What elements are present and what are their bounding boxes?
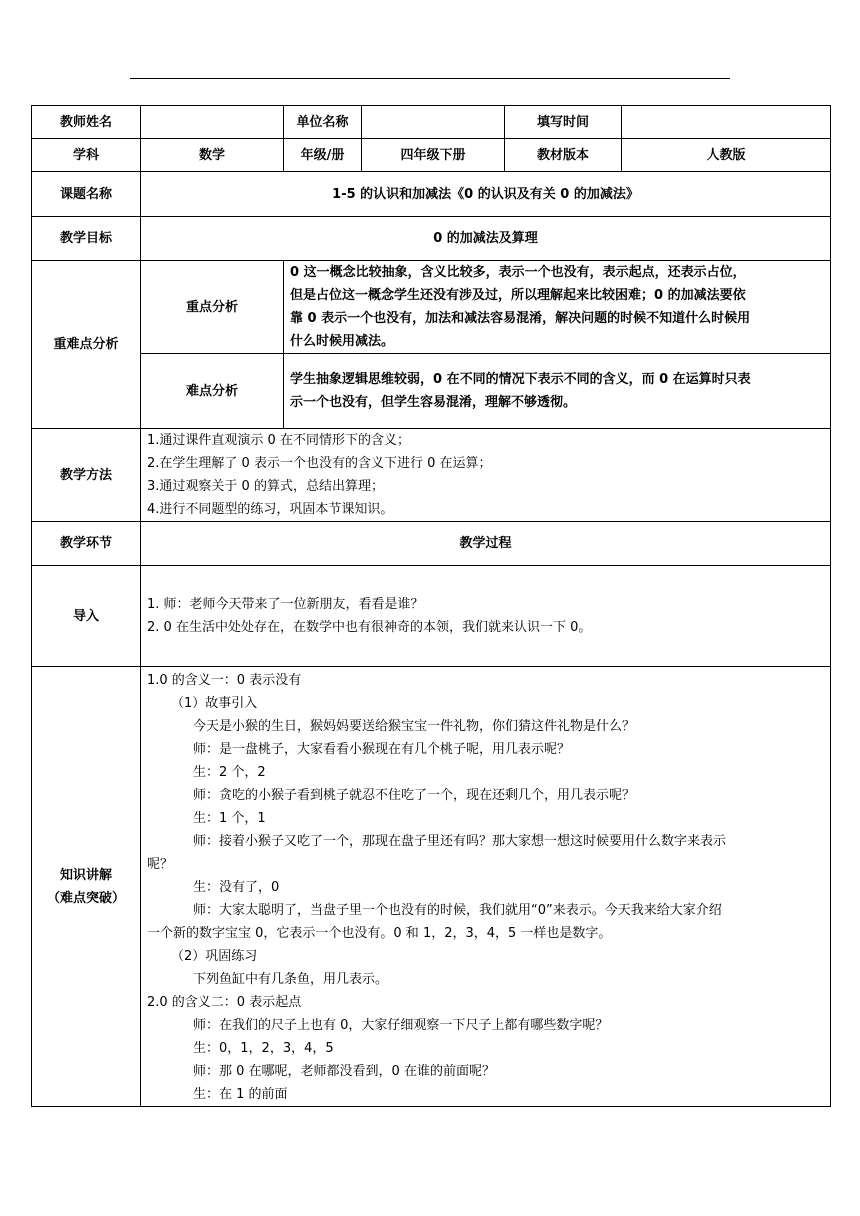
topic-label: 课题名称: [32, 172, 141, 217]
method-item: 3.通过观察关于 0 的算式，总结出算理；: [147, 479, 384, 494]
subject-label: 学科: [32, 139, 141, 172]
knowledge-line: 师：在我们的尺子上也有 0，大家仔细观察一下尺子上都有哪些数字呢？: [193, 1018, 609, 1033]
knowledge-line: 今天是小猴的生日，猴妈妈要送给猴宝宝一件礼物，你们猜这件礼物是什么？: [193, 719, 636, 734]
knowledge-line: 生：0，1，2，3，4，5: [193, 1041, 334, 1056]
topic-value: 1-5 的认识和加减法《0 的认识及有关 0 的加减法》: [141, 172, 831, 217]
grade-value: 四年级下册: [362, 139, 505, 172]
info-row: [32, 139, 831, 172]
key-analysis-line: 0 这一概念比较抽象，含义比较多，表示一个也没有，表示起点，还表示占位，: [290, 265, 746, 280]
intro-label: 导入: [32, 566, 141, 667]
method-item: 1.通过课件直观演示 0 在不同情形下的含义；: [147, 433, 410, 448]
key-analysis-text: [284, 261, 831, 354]
teacher-name-field[interactable]: [141, 106, 284, 139]
analysis-label: 重难点分析: [32, 261, 141, 429]
knowledge-line: 一个新的数字宝宝 0，它表示一个也没有。0 和 1，2，3，4，5 一样也是数字。: [147, 926, 612, 941]
teacher-name-label: 教师姓名: [32, 106, 141, 139]
knowledge-line: 生：在 1 的前面: [193, 1087, 288, 1102]
goal-row: [32, 217, 831, 261]
knowledge-label-line1: 知识讲解: [59, 867, 112, 883]
method-item: 4.进行不同题型的练习，巩固本节课知识。: [147, 502, 394, 517]
difficulty-analysis-label: 难点分析: [141, 354, 284, 429]
knowledge-line: 师：贪吃的小猴子看到桃子就忍不住吃了一个，现在还剩几个，用几表示呢？: [193, 788, 636, 803]
methods-list: [141, 429, 831, 522]
knowledge-line: 师：是一盘桃子，大家看看小猴现在有几个桃子呢，用几表示呢？: [193, 742, 571, 757]
knowledge-line: 生：1 个，1: [193, 811, 266, 826]
process-stage-label: 教学环节: [32, 522, 141, 566]
grade-label: 年级/册: [284, 139, 362, 172]
knowledge-heading: 1.0 的含义一：0 表示没有: [147, 673, 302, 688]
knowledge-line: 师：接着小猴子又吃了一个，那现在盘子里还有吗？那大家想一想这时候要用什么数字来表示: [193, 834, 727, 849]
key-analysis-line: 什么时候用减法。: [290, 334, 395, 349]
fill-time-label: 填写时间: [505, 106, 622, 139]
edition-value: 人教版: [622, 139, 831, 172]
knowledge-label: [32, 667, 141, 1107]
edition-label: 教材版本: [505, 139, 622, 172]
goal-label: 教学目标: [32, 217, 141, 261]
intro-line: 1. 师：老师今天带来了一位新朋友，看看是谁？: [147, 597, 424, 612]
key-analysis-row: [32, 261, 831, 354]
knowledge-line: 师：那 0 在哪呢，老师都没看到，0 在谁的前面呢？: [193, 1064, 495, 1079]
lesson-plan-table: [31, 105, 831, 1107]
knowledge-content: [141, 667, 831, 1107]
topic-row: [32, 172, 831, 217]
methods-label: 教学方法: [32, 429, 141, 522]
header-rule: [130, 78, 730, 79]
difficulty-analysis-text: [284, 354, 831, 429]
key-analysis-line: 但是占位这一概念学生还没有涉及过，所以理解起来比较困难；0 的加减法要依: [290, 288, 746, 303]
methods-row: [32, 429, 831, 522]
knowledge-subheading: （2）巩固练习: [171, 949, 258, 964]
process-label: 教学过程: [141, 522, 831, 566]
knowledge-row: [32, 667, 831, 1107]
difficulty-analysis-row: [32, 354, 831, 429]
subject-value: 数学: [141, 139, 284, 172]
unit-field[interactable]: [362, 106, 505, 139]
knowledge-label-line2: （难点突破）: [46, 890, 125, 906]
intro-row: [32, 566, 831, 667]
knowledge-heading: 2.0 的含义二：0 表示起点: [147, 995, 302, 1010]
unit-label: 单位名称: [284, 106, 362, 139]
header-row: [32, 106, 831, 139]
intro-line: 2. 0 在生活中处处存在，在数学中也有很神奇的本领，我们就来认识一下 0。: [147, 620, 592, 635]
process-header-row: [32, 522, 831, 566]
difficulty-analysis-line: 示一个也没有，但学生容易混淆，理解不够透彻。: [290, 395, 577, 410]
knowledge-subheading: （1）故事引入: [171, 696, 258, 711]
knowledge-line: 师：大家太聪明了，当盘子里一个也没有的时候，我们就用“0”来表示。今天我来给大家介绍: [193, 903, 722, 918]
goal-value: 0 的加减法及算理: [141, 217, 831, 261]
knowledge-line: 生：2 个，2: [193, 765, 266, 780]
key-analysis-line: 靠 0 表示一个也没有，加法和减法容易混淆，解决问题的时候不知道什么时候用: [290, 311, 751, 326]
fill-time-field[interactable]: [622, 106, 831, 139]
method-item: 2.在学生理解了 0 表示一个也没有的含义下进行 0 在运算；: [147, 456, 492, 471]
intro-content: [141, 566, 831, 667]
knowledge-line: 呢？: [147, 857, 174, 872]
knowledge-line: 下列鱼缸中有几条鱼，用几表示。: [193, 972, 389, 987]
key-analysis-label: 重点分析: [141, 261, 284, 354]
difficulty-analysis-line: 学生抽象逻辑思维较弱，0 在不同的情况下表示不同的含义，而 0 在运算时只表: [290, 372, 751, 387]
knowledge-line: 生：没有了，0: [193, 880, 280, 895]
